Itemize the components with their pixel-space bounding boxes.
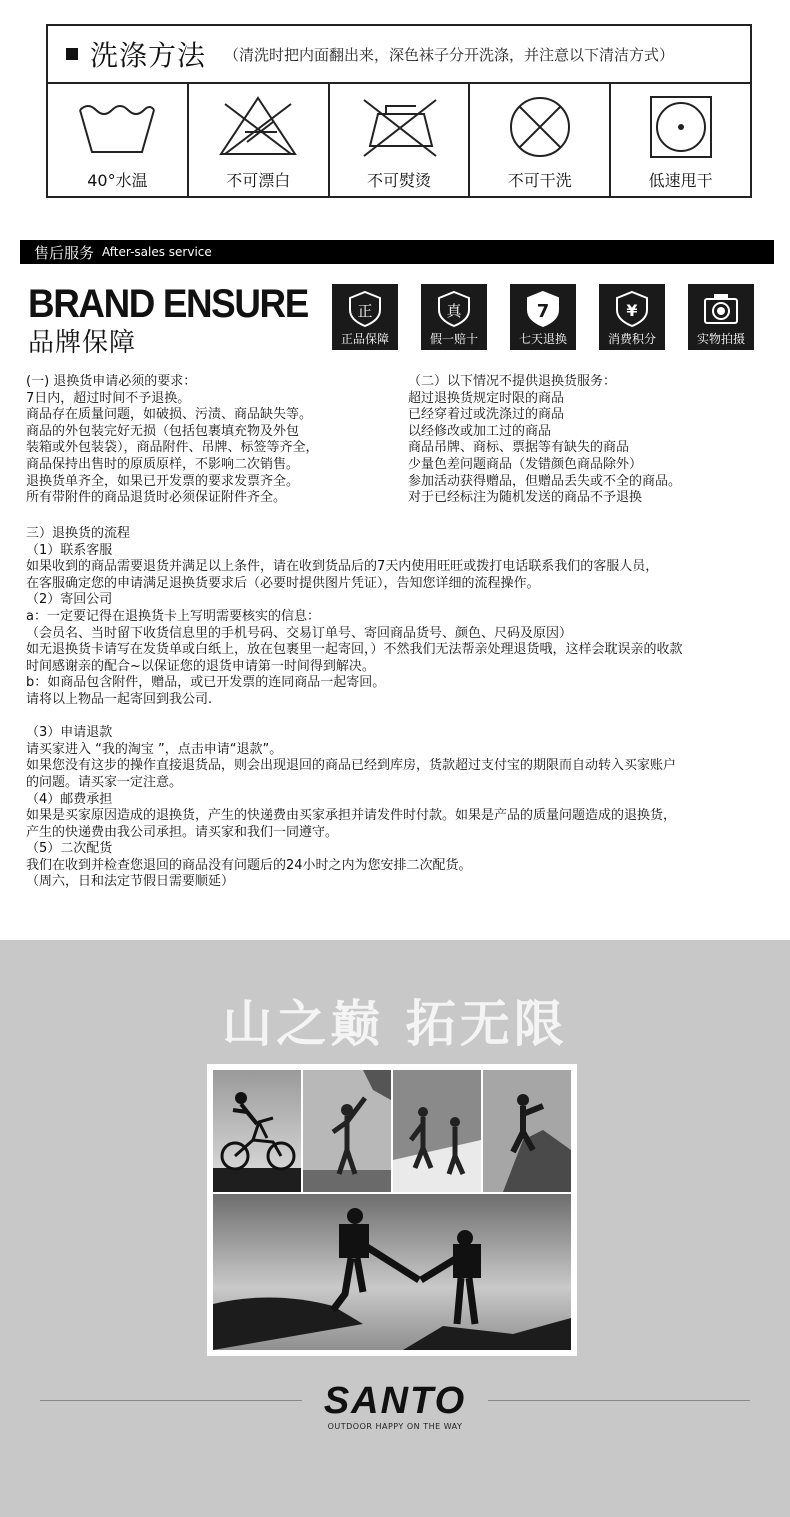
policy-line: 如无退换货卡请写在发货单或白纸上，放在包裹里一起寄回，）不然我们无法帮亲处理退货哦，这样会耽误亲的收款 [26, 642, 683, 658]
photo-helping-hand [213, 1194, 571, 1350]
brand-logo: SANTO [323, 1380, 467, 1422]
washing-header [48, 26, 750, 84]
brand-tagline: OUTDOOR HAPPY ON THE WAY [327, 1422, 463, 1431]
policy-line: 商品吊牌、商标、票据等有缺失的商品 [408, 440, 630, 456]
wash-label: 不可干洗 [507, 171, 572, 190]
washing-title: 洗涤方法 [90, 39, 207, 72]
badge-genuine [332, 284, 398, 350]
policy-line: 的问题。请买家一定注意。 [26, 774, 183, 790]
wash-cell-40 [48, 84, 189, 196]
badge-label: 正品保障 [340, 332, 389, 346]
policy-line: 在客服确定您的申请满足退换货要求后（必要时提供图片凭证），告知您详细的流程操作。 [26, 575, 540, 591]
shield-genuine-icon [346, 290, 384, 328]
wash-cell-no-bleach [189, 84, 330, 196]
after-sales-subtitle: After-sales service [102, 245, 212, 259]
brand-ensure-subtitle: 品牌保障 [28, 328, 137, 358]
policy-line: 请买家进入 “我的淘宝 ”，点击申请“退款”。 [26, 741, 283, 757]
camera-icon [702, 290, 740, 328]
badge-label: 消费积分 [607, 332, 656, 346]
policy-line: a：一定要记得在退换货卡上写明需要核实的信息： [26, 608, 320, 624]
policy-line: （5）二次配货 [26, 841, 113, 857]
policy-line: 对于已经标注为随机发送的商品不予退换 [408, 490, 643, 506]
policy-line: 所有带附件的商品退货时必须保证附件齐全。 [26, 490, 287, 506]
badge-glyph: 真 [446, 302, 462, 320]
wash-label: 不可漂白 [226, 171, 291, 190]
no-dry-clean-icon [497, 94, 583, 160]
after-sales-title: 售后服务 [34, 243, 95, 262]
policy-line: 请将以上物品一起寄回到我公司. [26, 691, 213, 707]
policy-line: 退换货单齐全，如果已开发票的要求发票齐全。 [26, 473, 300, 489]
washing-note: （清洗时把内面翻出来，深色袜子分开洗涤，并注意以下清洁方式） [224, 45, 675, 64]
policy-line: 以经修改或加工过的商品 [408, 423, 552, 439]
shield-seven-icon [524, 290, 562, 328]
policy-line: 7日内，超过时间不予退换。 [26, 390, 191, 406]
photo-collage [207, 1064, 577, 1356]
policy-line: （二）以下情况不提供退换货服务： [408, 374, 617, 389]
badge-glyph: 正 [357, 302, 373, 320]
policy-line: 商品的外包装完好无损（包括包裹填充物及外包 [26, 423, 300, 439]
tumble-dry-low-icon [638, 94, 724, 160]
policy-line: b：如商品包含附件，赠品，或已开发票的连同商品一起寄回。 [26, 675, 386, 691]
wash-cell-tumble-dry [611, 84, 750, 196]
square-bullet-icon [66, 48, 78, 60]
policy-line: 已经穿着过或洗涤过的商品 [408, 407, 565, 423]
wash-label: 40°水温 [87, 171, 148, 190]
shield-fake-icon [435, 290, 473, 328]
policy-line: （4）邮费承担 [26, 791, 113, 807]
photo-climber-summit [303, 1070, 391, 1192]
brand-ensure-title: BRAND ENSURE [28, 282, 308, 326]
policy-line: 装箱或外包装袋），商品附件、吊牌、标签等齐全， [26, 440, 319, 456]
return-requirements [26, 374, 319, 507]
policy-line: 参加活动获得赠品，但赠品丢失或不全的商品。 [408, 473, 682, 489]
policy-line: 时间感谢亲的配合~以保证您的退货申请第一时间得到解决。 [26, 658, 375, 674]
badge-points [599, 284, 665, 350]
badge-label: 七天退换 [518, 332, 567, 346]
brand-banner [0, 940, 790, 1517]
policy-line: 如果收到的商品需要退货并满足以上条件，请在收到货品后的7天内使用旺旺或拨打电话联系我们的客服人员， [26, 559, 659, 575]
wash-40-icon [74, 94, 160, 160]
no-iron-icon [356, 94, 442, 160]
policy-line: 我们在收到并检查您退回的商品没有问题后的24小时之内为您安排二次配货。 [26, 857, 472, 873]
badge-seven-day [510, 284, 576, 350]
policy-line: （3）申请退款 [26, 725, 113, 741]
spacer [26, 709, 683, 726]
badge-label: 实物拍摄 [696, 332, 745, 346]
policy-line: （周六，日和法定节假日需要顺延） [26, 874, 235, 890]
policy-line: 如果是买家原因造成的退换货，产生的快递费由买家承担并请发件时付款。如果是产品的质量问题造成的退换货， [26, 808, 677, 824]
policy-line: 三）退换货的流程 [26, 526, 131, 541]
badge-fake-ten [421, 284, 487, 350]
policy-line: (一) 退换货申请必须的要求： [26, 374, 197, 389]
wash-label: 不可熨烫 [366, 171, 431, 190]
photo-rock-climber [483, 1070, 571, 1192]
badge-glyph: 7 [536, 301, 550, 322]
slogan: 山之巅 拓无限 [222, 995, 568, 1053]
policy-line: 如果您没有这步的操作直接退货品，则会出现退回的商品已经到库房，货款超过支付宝的期限而自动转入买家账户 [26, 758, 677, 774]
guarantee-badges [332, 284, 754, 350]
policy-line: 少量色差问题商品（发错颜色商品除外） [408, 456, 643, 472]
policy-line: （2）寄回公司 [26, 592, 113, 608]
wash-cell-no-iron [330, 84, 471, 196]
washing-instructions-table [46, 24, 752, 198]
policy-line: 产生的快递费由我公司承担。请买家和我们一同遵守。 [26, 824, 339, 840]
policy-line: （1）联系客服 [26, 542, 113, 558]
badge-real-photo [688, 284, 754, 350]
after-sales-bar [20, 240, 774, 264]
no-bleach-icon [215, 94, 301, 160]
policy-line: 超过退换货规定时限的商品 [408, 390, 565, 406]
policy-line: 商品存在质量问题，如破损、污渍、商品缺失等。 [26, 407, 313, 423]
photo-hikers-snow [393, 1070, 481, 1192]
badge-glyph: ¥ [626, 301, 638, 320]
badge-label: 假一赔十 [429, 332, 478, 346]
wash-label: 低速甩干 [648, 171, 713, 190]
return-process [26, 526, 683, 891]
no-return-cases [408, 374, 681, 507]
wash-cell-no-dry-clean [470, 84, 611, 196]
photo-cyclist [213, 1070, 301, 1192]
policy-line: 商品保持出售时的原质原样，不影响二次销售。 [26, 456, 300, 472]
policy-line: （会员名、当时留下收货信息里的手机号码、交易订单号、寄回商品货号、颜色、尺码及原因） [26, 625, 573, 641]
shield-yen-icon [613, 290, 651, 328]
washing-icons-row [48, 84, 750, 196]
